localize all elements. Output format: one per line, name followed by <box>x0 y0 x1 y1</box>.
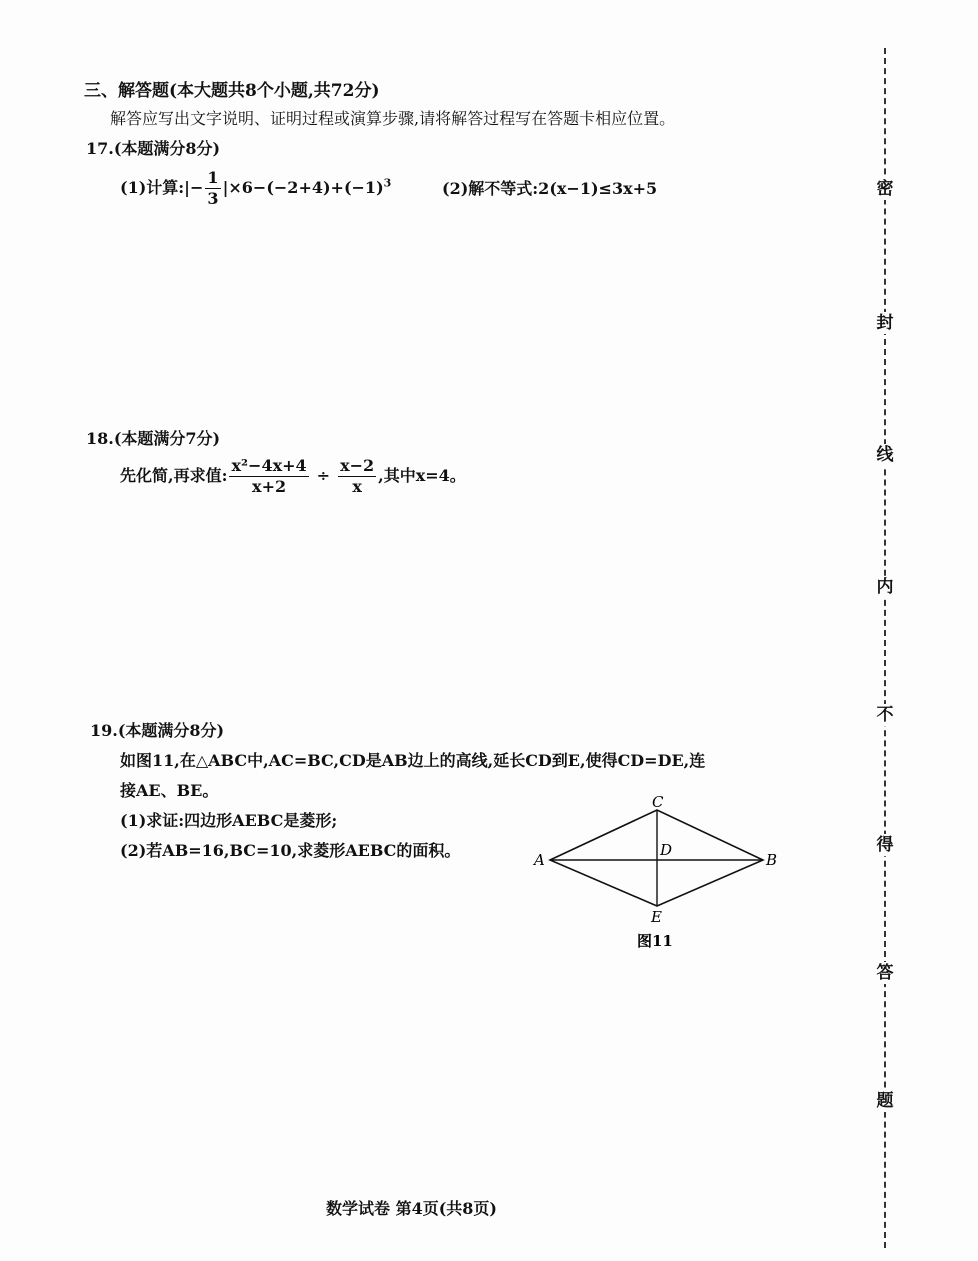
q18-suffix: ,其中x=4。 <box>378 466 466 485</box>
q18-fraction-2 <box>338 456 376 497</box>
q19-line1: 如图11,在△ABC中,AC=BC,CD是AB边上的高线,延长CD到E,使得CD=DE,连 <box>120 751 706 770</box>
q19-part1: (1)求证:四边形AEBC是菱形; <box>120 811 338 830</box>
q17-part1 <box>120 168 391 209</box>
q17-exponent: 3 <box>383 176 392 190</box>
q18-header: 18.(本题满分7分) <box>86 429 221 448</box>
q18-frac1-den: x+2 <box>252 477 287 496</box>
q19-line2: 接AE、BE。 <box>120 781 219 800</box>
seal-char-3: 线 <box>874 444 896 466</box>
q18-frac2-num: x−2 <box>340 456 375 475</box>
seal-char-5: 不 <box>874 704 896 726</box>
seal-char-2: 封 <box>874 312 896 334</box>
label-e: E <box>651 908 662 926</box>
q19-header: 19.(本题满分8分) <box>90 721 225 740</box>
label-b: B <box>766 851 778 869</box>
q18-frac2-den: x <box>352 477 362 496</box>
q18-divide-op: ÷ <box>316 466 331 485</box>
label-c: C <box>652 793 664 811</box>
q17-frac-num: 1 <box>207 168 219 187</box>
seal-char-4: 内 <box>874 576 896 598</box>
page-footer: 数学试卷 第4页(共8页) <box>326 1199 497 1218</box>
label-a: A <box>534 851 545 869</box>
seal-char-1: 密 <box>874 178 896 200</box>
label-d: D <box>660 841 673 859</box>
q17-header: 17.(本题满分8分) <box>86 139 221 158</box>
q18-body <box>120 456 466 497</box>
section-instruction: 解答应写出文字说明、证明过程或演算步骤,请将解答过程写在答题卡相应位置。 <box>110 109 676 128</box>
q17-part1-prefix: (1)计算:|− <box>120 178 204 197</box>
q18-fraction-1 <box>229 456 308 497</box>
q18-prefix: 先化简,再求值: <box>120 466 228 485</box>
q17-fraction <box>205 168 220 209</box>
figure-11-rhombus <box>520 788 790 958</box>
seal-char-6: 得 <box>874 834 896 856</box>
seal-char-7: 答 <box>874 962 896 984</box>
q18-frac1-num: x²−4x+4 <box>231 456 307 475</box>
q17-part1-suffix: |×6−(−2+4)+(−1) <box>222 178 384 197</box>
seal-dashed-line <box>884 48 886 1248</box>
q17-frac-den: 3 <box>207 189 219 208</box>
section-title: 三、解答题(本大题共8个小题,共72分) <box>84 81 380 101</box>
q19-part2: (2)若AB=16,BC=10,求菱形AEBC的面积。 <box>120 841 461 860</box>
q17-part2: (2)解不等式:2(x−1)≤3x+5 <box>442 179 658 198</box>
seal-char-8: 题 <box>874 1090 896 1112</box>
figure-caption: 图11 <box>637 932 673 950</box>
